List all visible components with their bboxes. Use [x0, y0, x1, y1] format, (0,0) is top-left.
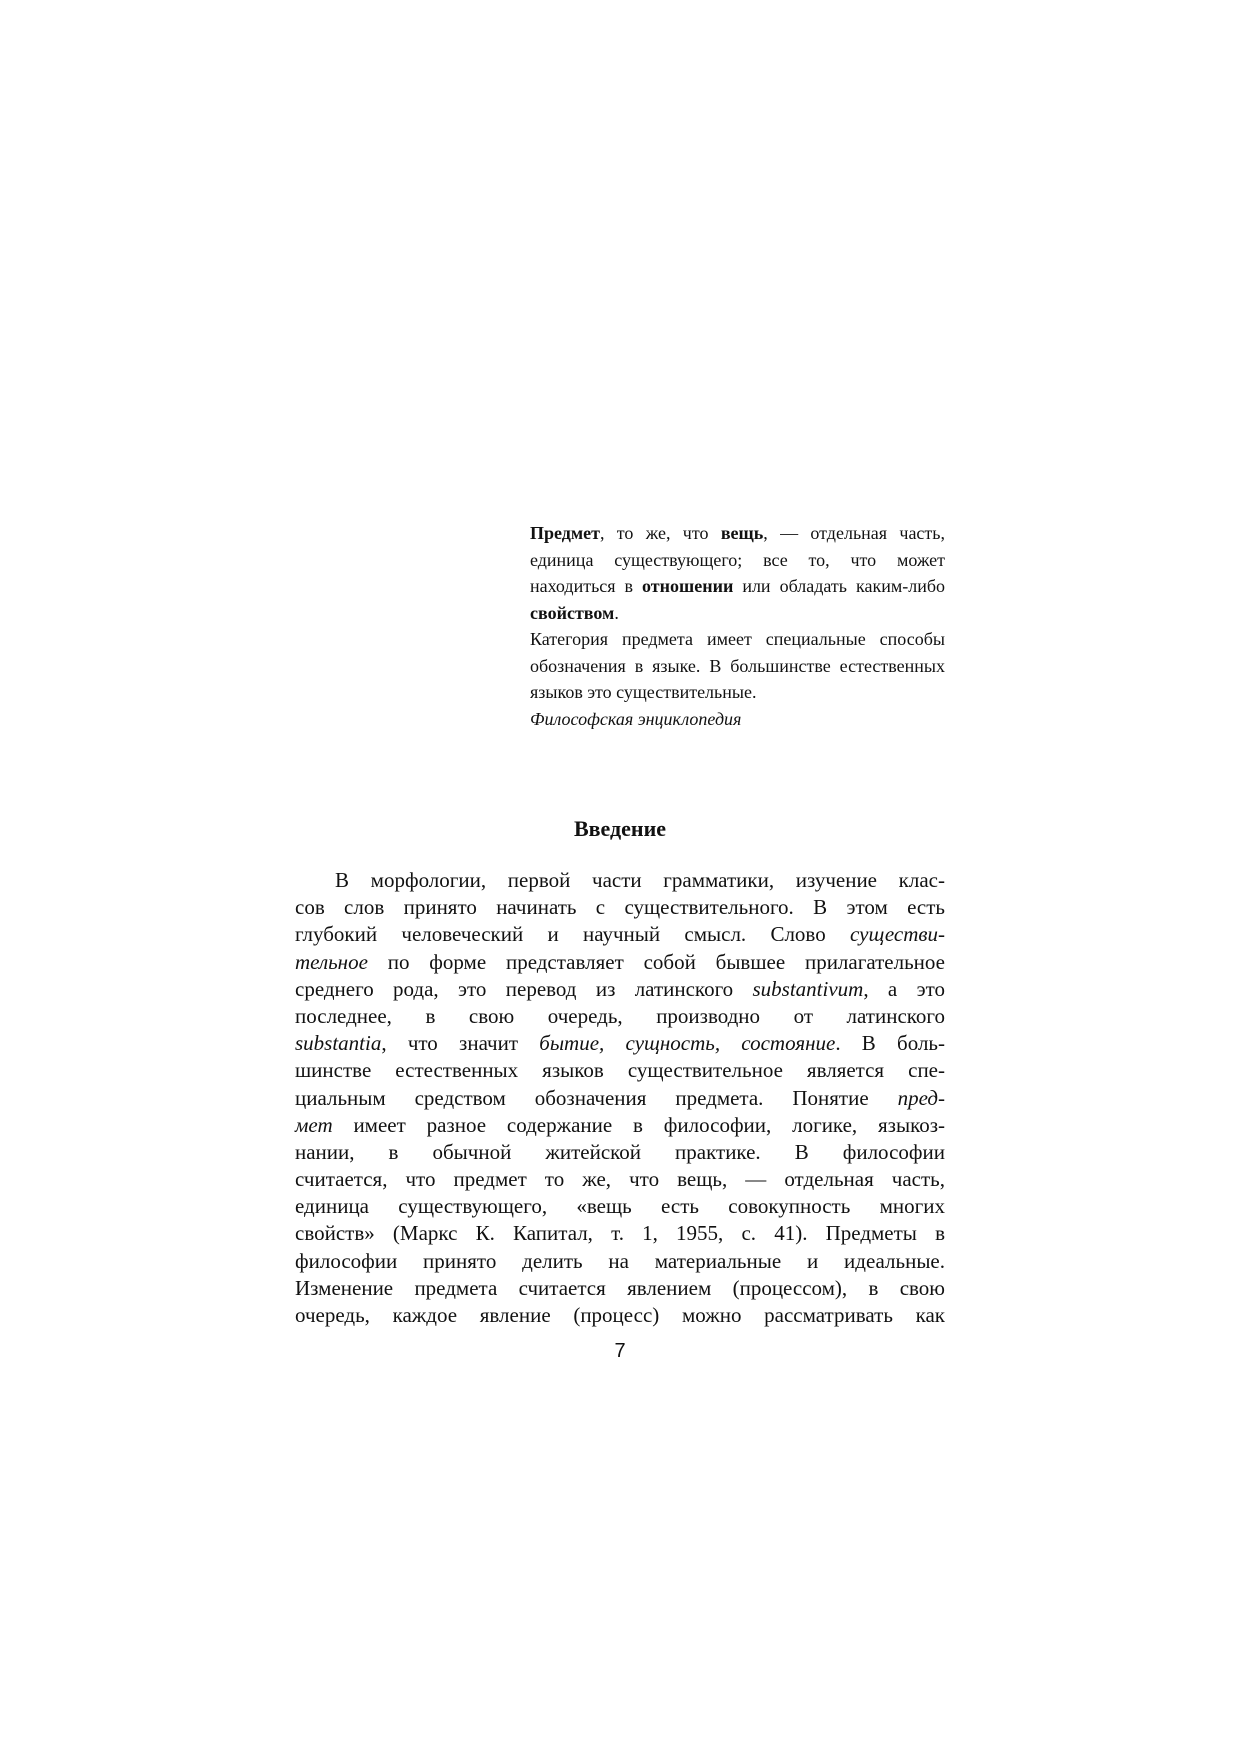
body-line: последнее, в свою очередь, производно от латинского	[295, 1003, 945, 1028]
body-line: философии принято делить на материальные и идеальные.	[295, 1248, 945, 1273]
term-otnoshenie: отношении	[642, 576, 734, 596]
def-text-3: или обладать каким-либо	[733, 576, 945, 596]
body-line	[295, 1085, 945, 1112]
body-line	[295, 1030, 945, 1057]
text-run: , что значит	[381, 1031, 540, 1056]
italic-term: substantia	[295, 1031, 382, 1056]
italic-term: мет	[295, 1112, 333, 1137]
body-text	[295, 867, 945, 1329]
body-line	[295, 949, 945, 976]
def-text-1: , то же, что	[599, 523, 721, 543]
italic-term: тельное	[295, 949, 368, 974]
italic-term: существи-	[849, 922, 945, 947]
body-line: нании, в обычной житейской практике. В философии	[295, 1139, 945, 1164]
body-line	[295, 976, 945, 1003]
epigraph	[530, 520, 945, 732]
def-text-4: .	[614, 602, 619, 623]
body-line: сов слов принято начинать с существительного. В этом есть	[295, 895, 945, 920]
section-heading: Введение	[573, 816, 667, 841]
text-run: циальным средством обозначения предмета. Понятие	[295, 1085, 898, 1110]
epigraph-definition	[530, 520, 945, 626]
body-line	[295, 1112, 945, 1139]
epigraph-source: Философская энциклопедия	[530, 708, 742, 729]
def-text-2: , — отдельная часть, единица существующего; все то, что может находиться в	[530, 523, 945, 596]
text-run: по форме представляет собой бывшее прилагательное	[367, 949, 945, 974]
text-run: имеет разное содержание в философии, логике, языкоз-	[332, 1112, 945, 1137]
term-svoistvo: свойством	[530, 602, 615, 623]
body-line: Изменение предмета считается явлением (процессом), в свою	[295, 1275, 945, 1300]
body-line: свойств» (Маркс К. Капитал, т. 1, 1955, с. 41). Предметы в	[295, 1221, 945, 1246]
italic-term: бытие, сущность, состояние	[539, 1031, 836, 1056]
italic-term: пред-	[897, 1085, 945, 1110]
body-line: В морфологии, первой части грамматики, изучение клас-	[335, 868, 945, 892]
italic-term: substantivum	[752, 976, 864, 1001]
epigraph-paragraph-2: Категория предмета имеет специальные способы обозначения в языке. В большинстве естественных языков это существительные.	[530, 629, 945, 702]
body-line	[295, 921, 945, 948]
text-run: . В боль-	[835, 1031, 946, 1056]
text-run: глубокий человеческий и научный смысл. Слово	[295, 922, 850, 947]
body-line: считается, что предмет то же, что вещь, — отдельная часть,	[295, 1167, 945, 1192]
term-predmet: Предмет	[530, 523, 600, 543]
text-run: среднего рода, это перевод из латинского	[295, 976, 753, 1001]
body-line: шинстве естественных языков существительное является спе-	[295, 1058, 945, 1083]
text-run: , а это	[863, 976, 945, 1001]
term-veshch: вещь	[720, 523, 764, 543]
body-line: очередь, каждое явление (процесс) можно рассматривать как	[295, 1303, 945, 1327]
body-line: единица существующего, «вещь есть совокупность многих	[295, 1194, 945, 1219]
page-number: 7	[614, 1340, 626, 1362]
